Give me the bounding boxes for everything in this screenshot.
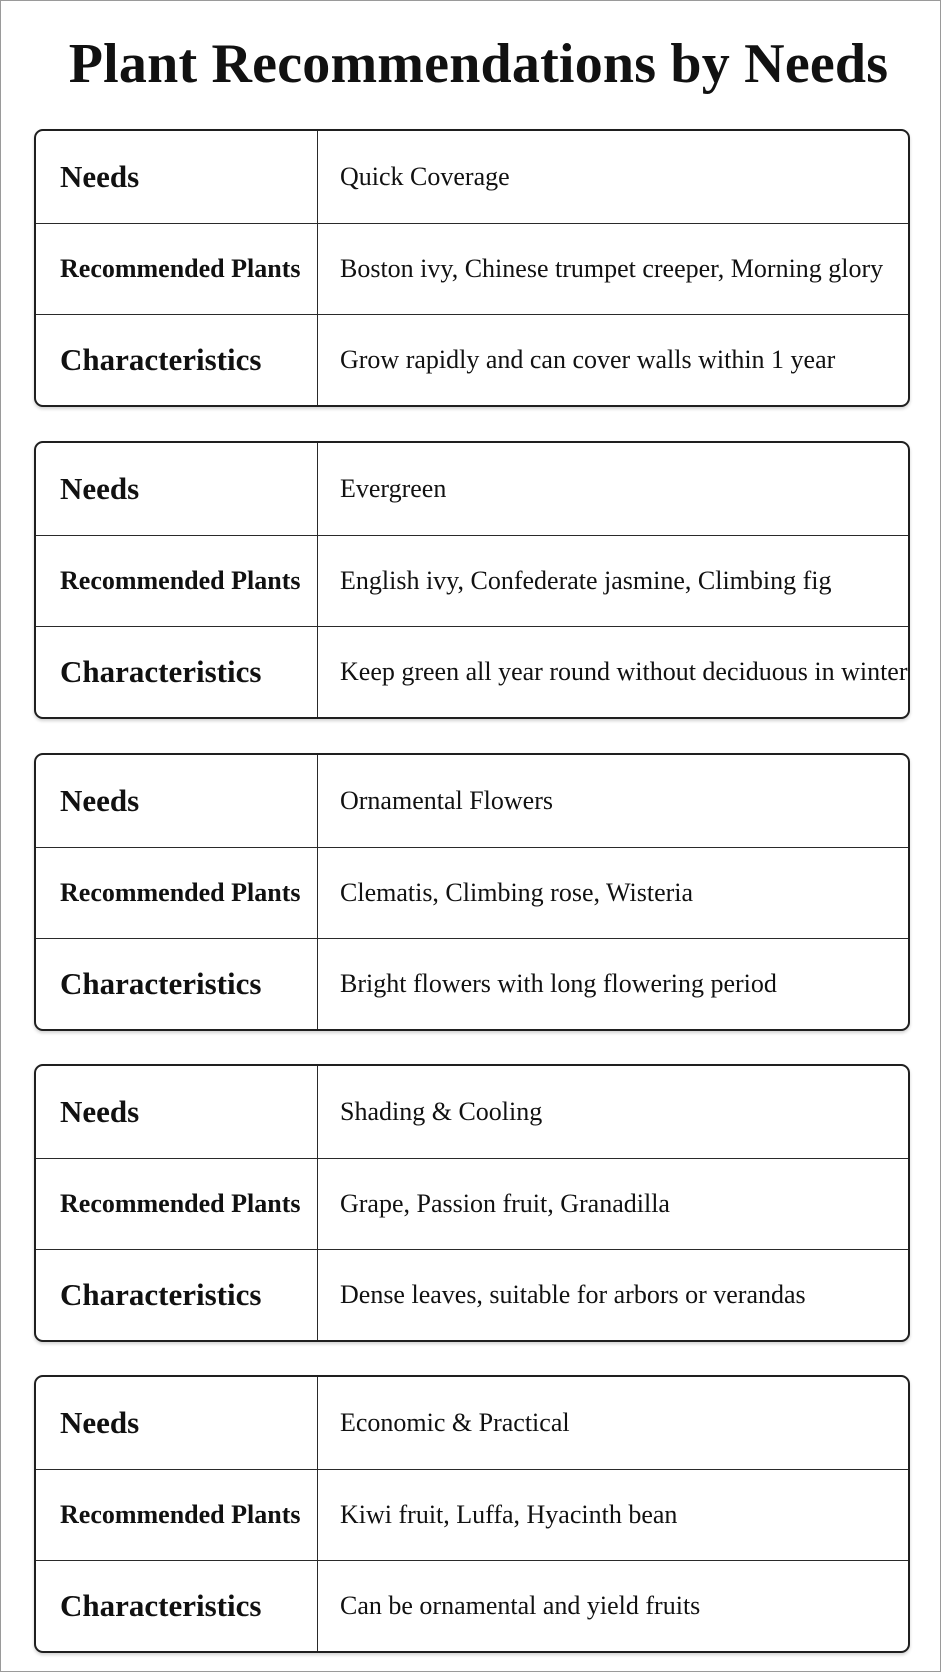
recommended-plants-row — [36, 1158, 908, 1249]
page-title: Plant Recommendations by Needs — [68, 33, 889, 95]
needs-row — [36, 443, 908, 535]
recommended-plants-label: Recommended Plants — [36, 1470, 318, 1560]
characteristics-row — [36, 626, 908, 717]
needs-label: Needs — [36, 755, 318, 847]
characteristics-label: Characteristics — [36, 939, 318, 1029]
needs-row — [36, 1377, 908, 1469]
characteristics-label: Characteristics — [36, 1250, 318, 1340]
needs-value: Economic & Practical — [340, 1408, 570, 1437]
characteristics-row — [36, 314, 908, 405]
recommendation-card-evergreen — [34, 441, 910, 719]
characteristics-value: Can be ornamental and yield fruits — [340, 1591, 701, 1620]
characteristics-value: Grow rapidly and can cover walls within 1 year — [340, 345, 836, 374]
needs-label: Needs — [36, 131, 318, 223]
needs-label: Needs — [36, 1066, 318, 1158]
recommended-plants-value: Clematis, Climbing rose, Wisteria — [340, 878, 694, 907]
recommended-plants-label: Recommended Plants — [36, 224, 318, 314]
needs-value: Shading & Cooling — [340, 1097, 543, 1126]
needs-value: Quick Coverage — [340, 162, 510, 191]
needs-row — [36, 1066, 908, 1158]
recommended-plants-label: Recommended Plants — [36, 1159, 318, 1249]
characteristics-value: Bright flowers with long flowering period — [340, 969, 777, 998]
needs-value: Evergreen — [340, 474, 447, 503]
recommended-plants-value: Grape, Passion fruit, Granadilla — [340, 1189, 670, 1218]
needs-value: Ornamental Flowers — [340, 786, 554, 815]
characteristics-label: Characteristics — [36, 315, 318, 405]
recommendation-card-quick-coverage — [34, 129, 910, 407]
recommendation-card-ornamental-flowers — [34, 753, 910, 1031]
characteristics-label: Characteristics — [36, 627, 318, 717]
characteristics-value: Keep green all year round without deciduous in winter — [340, 657, 908, 686]
recommended-plants-row — [36, 223, 908, 314]
characteristics-label: Characteristics — [36, 1561, 318, 1651]
characteristics-row — [36, 1560, 908, 1651]
recommended-plants-value: Boston ivy, Chinese trumpet creeper, Morning glory — [340, 254, 884, 283]
recommended-plants-value: English ivy, Confederate jasmine, Climbing fig — [340, 566, 832, 595]
needs-label: Needs — [36, 443, 318, 535]
characteristics-value: Dense leaves, suitable for arbors or verandas — [340, 1280, 806, 1309]
recommended-plants-value: Kiwi fruit, Luffa, Hyacinth bean — [340, 1500, 678, 1529]
characteristics-row — [36, 938, 908, 1029]
characteristics-row — [36, 1249, 908, 1340]
recommended-plants-label: Recommended Plants — [36, 536, 318, 626]
recommended-plants-row — [36, 535, 908, 626]
needs-row — [36, 131, 908, 223]
needs-row — [36, 755, 908, 847]
needs-label: Needs — [36, 1377, 318, 1469]
recommended-plants-row — [36, 847, 908, 938]
recommended-plants-label: Recommended Plants — [36, 848, 318, 938]
recommendation-card-economic-practical — [34, 1375, 910, 1653]
recommendation-card-shading-cooling — [34, 1064, 910, 1342]
recommended-plants-row — [36, 1469, 908, 1560]
